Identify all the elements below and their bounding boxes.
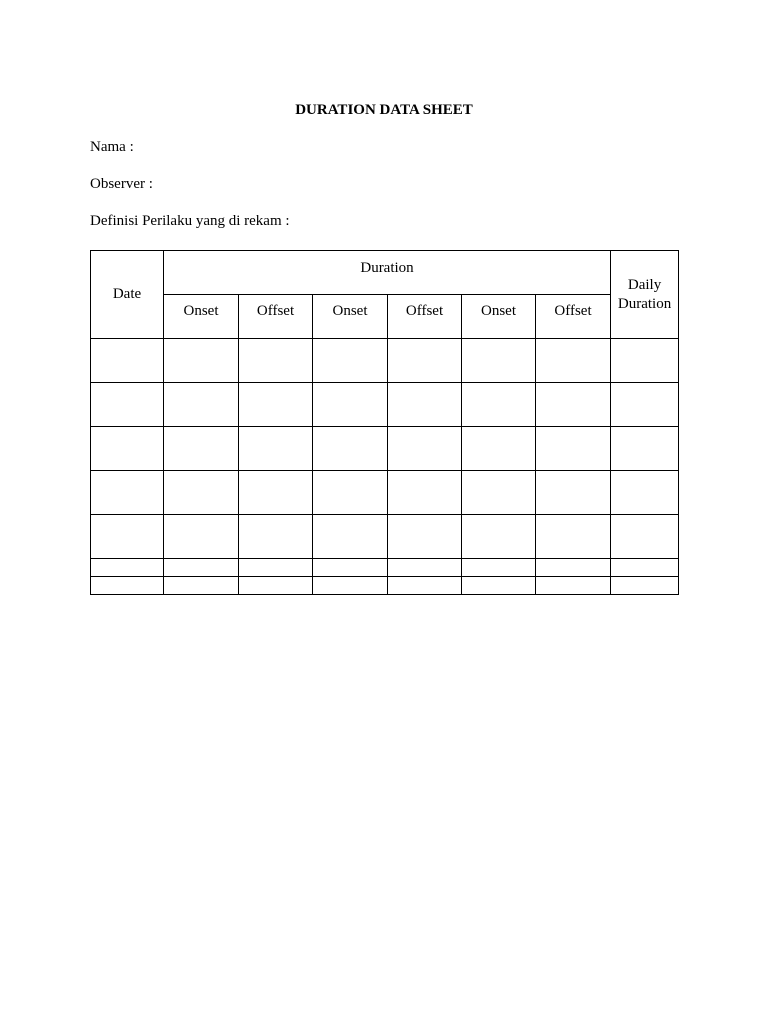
daily-duration-header-line1: Daily <box>627 276 662 293</box>
table-cell[interactable] <box>313 577 388 595</box>
table-cell[interactable] <box>462 515 536 559</box>
table-cell[interactable] <box>164 383 239 427</box>
table-cell[interactable] <box>462 383 536 427</box>
table-row <box>91 427 679 471</box>
table-cell[interactable] <box>462 339 536 383</box>
table-cell[interactable] <box>91 339 164 383</box>
table-cell[interactable] <box>611 383 679 427</box>
table-cell[interactable] <box>536 383 611 427</box>
table-cell[interactable] <box>239 427 313 471</box>
table-row <box>91 383 679 427</box>
table-cell[interactable] <box>388 339 462 383</box>
table-cell[interactable] <box>239 559 313 577</box>
table-cell[interactable] <box>611 471 679 515</box>
table-cell[interactable] <box>611 515 679 559</box>
table-cell[interactable] <box>462 471 536 515</box>
table-cell[interactable] <box>164 577 239 595</box>
table-cell[interactable] <box>388 577 462 595</box>
table-cell[interactable] <box>313 515 388 559</box>
nama-field-label: Nama : <box>90 139 134 155</box>
table-cell[interactable] <box>91 559 164 577</box>
table-cell[interactable] <box>239 515 313 559</box>
table-cell[interactable] <box>536 427 611 471</box>
page-title: DURATION DATA SHEET <box>295 102 473 118</box>
table-cell[interactable] <box>91 427 164 471</box>
table-cell[interactable] <box>91 383 164 427</box>
table-cell[interactable] <box>536 559 611 577</box>
table-cell[interactable] <box>164 471 239 515</box>
table-cell[interactable] <box>164 515 239 559</box>
table-row <box>91 515 679 559</box>
table-cell[interactable] <box>313 471 388 515</box>
table-cell[interactable] <box>313 427 388 471</box>
table-row <box>91 471 679 515</box>
table-cell[interactable] <box>388 559 462 577</box>
daily-duration-header-line2: Duration <box>617 295 672 312</box>
table-cell[interactable] <box>611 577 679 595</box>
table-row <box>91 339 679 383</box>
offset-header: Offset <box>388 295 462 339</box>
table-cell[interactable] <box>536 339 611 383</box>
table-cell[interactable] <box>91 577 164 595</box>
table-cell[interactable] <box>91 515 164 559</box>
table-cell[interactable] <box>239 577 313 595</box>
table-cell[interactable] <box>388 471 462 515</box>
daily-duration-header <box>611 251 679 339</box>
table-cell[interactable] <box>313 339 388 383</box>
table-cell[interactable] <box>462 559 536 577</box>
duration-table <box>90 250 679 595</box>
onset-header: Onset <box>164 295 239 339</box>
table-cell[interactable] <box>239 383 313 427</box>
table-row <box>91 559 679 577</box>
table-cell[interactable] <box>611 427 679 471</box>
table-cell[interactable] <box>388 383 462 427</box>
table-cell[interactable] <box>313 559 388 577</box>
onset-header: Onset <box>313 295 388 339</box>
onset-header: Onset <box>462 295 536 339</box>
table-cell[interactable] <box>388 427 462 471</box>
date-header: Date <box>91 251 164 339</box>
table-cell[interactable] <box>536 471 611 515</box>
observer-field-label: Observer : <box>90 176 153 192</box>
table-cell[interactable] <box>164 339 239 383</box>
table-cell[interactable] <box>462 577 536 595</box>
offset-header: Offset <box>239 295 313 339</box>
table-cell[interactable] <box>164 559 239 577</box>
table-body <box>91 339 679 595</box>
table-cell[interactable] <box>611 559 679 577</box>
table-cell[interactable] <box>239 339 313 383</box>
table-cell[interactable] <box>611 339 679 383</box>
table-cell[interactable] <box>388 515 462 559</box>
table-cell[interactable] <box>91 471 164 515</box>
offset-header: Offset <box>536 295 611 339</box>
table-cell[interactable] <box>536 577 611 595</box>
table-cell[interactable] <box>164 427 239 471</box>
definisi-field-label: Definisi Perilaku yang di rekam : <box>90 213 290 229</box>
table-cell[interactable] <box>239 471 313 515</box>
table-cell[interactable] <box>313 383 388 427</box>
duration-header: Duration <box>164 251 611 295</box>
table-row <box>91 577 679 595</box>
table-cell[interactable] <box>462 427 536 471</box>
table-cell[interactable] <box>536 515 611 559</box>
